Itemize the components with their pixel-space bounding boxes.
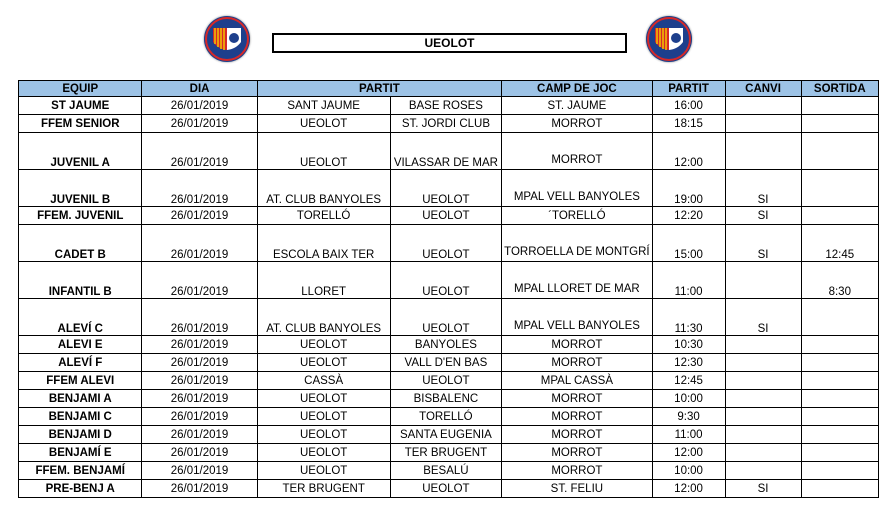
cell-visitant: BASE ROSES bbox=[390, 97, 501, 115]
cell-camp: MORROT bbox=[502, 133, 652, 170]
table-row bbox=[19, 262, 879, 299]
cell-sortida bbox=[801, 207, 878, 225]
table-row bbox=[19, 462, 879, 480]
cell-camp: MPAL VELL BANYOLES bbox=[502, 299, 652, 336]
cell-sortida bbox=[801, 444, 878, 462]
cell-camp: MPAL VELL BANYOLES bbox=[502, 170, 652, 207]
cell-canvi bbox=[725, 462, 801, 480]
cell-sortida bbox=[801, 408, 878, 426]
header-dia: DIA bbox=[142, 81, 257, 97]
cell-hora: 9:30 bbox=[652, 408, 725, 426]
cell-dia: 26/01/2019 bbox=[142, 354, 257, 372]
cell-visitant: VALL D'EN BAS bbox=[390, 354, 501, 372]
cell-canvi bbox=[725, 426, 801, 444]
cell-canvi bbox=[725, 115, 801, 133]
cell-canvi bbox=[725, 354, 801, 372]
cell-camp: MORROT bbox=[502, 444, 652, 462]
table-row bbox=[19, 408, 879, 426]
cell-sortida bbox=[801, 426, 878, 444]
table-row bbox=[19, 97, 879, 115]
cell-dia: 26/01/2019 bbox=[142, 207, 257, 225]
cell-equip: INFANTIL B bbox=[19, 262, 142, 299]
cell-dia: 26/01/2019 bbox=[142, 97, 257, 115]
cell-canvi bbox=[725, 372, 801, 390]
table-row bbox=[19, 354, 879, 372]
cell-equip: BENJAMÍ E bbox=[19, 444, 142, 462]
header-hora: PARTIT bbox=[652, 81, 725, 97]
cell-visitant: UEOLOT bbox=[390, 262, 501, 299]
cell-equip: FFEM SENIOR bbox=[19, 115, 142, 133]
cell-local: UEOLOT bbox=[257, 390, 390, 408]
cell-canvi bbox=[725, 390, 801, 408]
cell-visitant: UEOLOT bbox=[390, 170, 501, 207]
cell-equip: ALEVI E bbox=[19, 336, 142, 354]
cell-hora: 11:00 bbox=[652, 426, 725, 444]
cell-canvi: SI bbox=[725, 170, 801, 207]
cell-visitant: BESALÚ bbox=[390, 462, 501, 480]
cell-sortida bbox=[801, 170, 878, 207]
cell-canvi bbox=[725, 262, 801, 299]
cell-sortida bbox=[801, 133, 878, 170]
cell-hora: 16:00 bbox=[652, 97, 725, 115]
club-crest-icon bbox=[204, 16, 250, 62]
table-row bbox=[19, 115, 879, 133]
cell-visitant: BISBALENC bbox=[390, 390, 501, 408]
cell-equip: BENJAMI A bbox=[19, 390, 142, 408]
header-sortida: SORTIDA bbox=[801, 81, 878, 97]
cell-sortida bbox=[801, 97, 878, 115]
cell-camp: MORROT bbox=[502, 115, 652, 133]
page-title: UEOLOT bbox=[272, 33, 627, 53]
cell-sortida bbox=[801, 336, 878, 354]
cell-visitant: UEOLOT bbox=[390, 207, 501, 225]
cell-hora: 11:00 bbox=[652, 262, 725, 299]
cell-visitant: UEOLOT bbox=[390, 372, 501, 390]
header-camp: CAMP DE JOC bbox=[502, 81, 652, 97]
cell-local: LLORET bbox=[257, 262, 390, 299]
cell-visitant: UEOLOT bbox=[390, 480, 501, 498]
cell-camp: MORROT bbox=[502, 426, 652, 444]
cell-sortida bbox=[801, 354, 878, 372]
cell-visitant: UEOLOT bbox=[390, 299, 501, 336]
cell-canvi bbox=[725, 408, 801, 426]
cell-local: TORELLÓ bbox=[257, 207, 390, 225]
cell-local: UEOLOT bbox=[257, 444, 390, 462]
cell-dia: 26/01/2019 bbox=[142, 408, 257, 426]
cell-camp: MORROT bbox=[502, 408, 652, 426]
club-crest-icon bbox=[646, 16, 692, 62]
header-canvi: CANVI bbox=[725, 81, 801, 97]
cell-equip: BENJAMI D bbox=[19, 426, 142, 444]
cell-visitant: SANTA EUGENIA bbox=[390, 426, 501, 444]
cell-canvi bbox=[725, 97, 801, 115]
cell-sortida bbox=[801, 480, 878, 498]
cell-local: UEOLOT bbox=[257, 133, 390, 170]
table-row bbox=[19, 299, 879, 336]
cell-equip: ST JAUME bbox=[19, 97, 142, 115]
cell-local: AT. CLUB BANYOLES bbox=[257, 170, 390, 207]
cell-local: CASSÀ bbox=[257, 372, 390, 390]
cell-local: UEOLOT bbox=[257, 354, 390, 372]
cell-hora: 12:00 bbox=[652, 133, 725, 170]
cell-local: UEOLOT bbox=[257, 336, 390, 354]
cell-camp: MORROT bbox=[502, 336, 652, 354]
cell-camp: MORROT bbox=[502, 354, 652, 372]
cell-equip: JUVENIL B bbox=[19, 170, 142, 207]
cell-camp: MPAL LLORET DE MAR bbox=[502, 262, 652, 299]
cell-visitant: BANYOLES bbox=[390, 336, 501, 354]
cell-canvi: SI bbox=[725, 480, 801, 498]
cell-visitant: UEOLOT bbox=[390, 225, 501, 262]
cell-hora: 10:00 bbox=[652, 390, 725, 408]
cell-hora: 12:20 bbox=[652, 207, 725, 225]
cell-sortida bbox=[801, 372, 878, 390]
cell-local: UEOLOT bbox=[257, 426, 390, 444]
table-row bbox=[19, 480, 879, 498]
cell-hora: 10:00 bbox=[652, 462, 725, 480]
cell-hora: 10:30 bbox=[652, 336, 725, 354]
cell-hora: 12:45 bbox=[652, 372, 725, 390]
cell-equip: JUVENIL A bbox=[19, 133, 142, 170]
table-row bbox=[19, 426, 879, 444]
table-row bbox=[19, 372, 879, 390]
cell-equip: ALEVÍ C bbox=[19, 299, 142, 336]
table-row bbox=[19, 336, 879, 354]
cell-equip: BENJAMI C bbox=[19, 408, 142, 426]
cell-dia: 26/01/2019 bbox=[142, 336, 257, 354]
cell-local: TER BRUGENT bbox=[257, 480, 390, 498]
table-row bbox=[19, 444, 879, 462]
table-row bbox=[19, 207, 879, 225]
cell-dia: 26/01/2019 bbox=[142, 426, 257, 444]
cell-local: ESCOLA BAIX TER bbox=[257, 225, 390, 262]
table-row bbox=[19, 170, 879, 207]
cell-hora: 19:00 bbox=[652, 170, 725, 207]
cell-visitant: TORELLÓ bbox=[390, 408, 501, 426]
cell-camp: ´TORELLÓ bbox=[502, 207, 652, 225]
cell-camp: TORROELLA DE MONTGRÍ bbox=[502, 225, 652, 262]
fixtures-table bbox=[18, 80, 879, 498]
cell-equip: FFEM. JUVENIL bbox=[19, 207, 142, 225]
cell-sortida bbox=[801, 462, 878, 480]
cell-hora: 12:00 bbox=[652, 480, 725, 498]
cell-hora: 15:00 bbox=[652, 225, 725, 262]
header-partit: PARTIT bbox=[257, 81, 502, 97]
table-row bbox=[19, 225, 879, 262]
cell-equip: FFEM ALEVI bbox=[19, 372, 142, 390]
cell-local: AT. CLUB BANYOLES bbox=[257, 299, 390, 336]
cell-visitant: VILASSAR DE MAR bbox=[390, 133, 501, 170]
cell-canvi bbox=[725, 336, 801, 354]
cell-sortida bbox=[801, 299, 878, 336]
cell-sortida bbox=[801, 390, 878, 408]
cell-sortida: 12:45 bbox=[801, 225, 878, 262]
cell-visitant: TER BRUGENT bbox=[390, 444, 501, 462]
cell-dia: 26/01/2019 bbox=[142, 462, 257, 480]
cell-canvi: SI bbox=[725, 299, 801, 336]
cell-dia: 26/01/2019 bbox=[142, 480, 257, 498]
cell-canvi bbox=[725, 444, 801, 462]
cell-dia: 26/01/2019 bbox=[142, 444, 257, 462]
cell-canvi bbox=[725, 133, 801, 170]
cell-dia: 26/01/2019 bbox=[142, 115, 257, 133]
cell-dia: 26/01/2019 bbox=[142, 299, 257, 336]
cell-dia: 26/01/2019 bbox=[142, 390, 257, 408]
cell-camp: MPAL CASSÀ bbox=[502, 372, 652, 390]
cell-dia: 26/01/2019 bbox=[142, 133, 257, 170]
cell-hora: 18:15 bbox=[652, 115, 725, 133]
cell-dia: 26/01/2019 bbox=[142, 225, 257, 262]
cell-dia: 26/01/2019 bbox=[142, 372, 257, 390]
cell-equip: CADET B bbox=[19, 225, 142, 262]
cell-visitant: ST. JORDI CLUB bbox=[390, 115, 501, 133]
cell-local: SANT JAUME bbox=[257, 97, 390, 115]
table-row bbox=[19, 390, 879, 408]
cell-hora: 12:30 bbox=[652, 354, 725, 372]
cell-local: UEOLOT bbox=[257, 408, 390, 426]
cell-sortida bbox=[801, 115, 878, 133]
cell-equip: FFEM. BENJAMÍ bbox=[19, 462, 142, 480]
cell-camp: MORROT bbox=[502, 462, 652, 480]
cell-dia: 26/01/2019 bbox=[142, 262, 257, 299]
cell-dia: 26/01/2019 bbox=[142, 170, 257, 207]
cell-equip: ALEVÍ F bbox=[19, 354, 142, 372]
table-row bbox=[19, 133, 879, 170]
header-equip: EQUIP bbox=[19, 81, 142, 97]
cell-local: UEOLOT bbox=[257, 462, 390, 480]
cell-camp: ST. JAUME bbox=[502, 97, 652, 115]
table-header-row bbox=[19, 81, 879, 97]
cell-camp: MORROT bbox=[502, 390, 652, 408]
cell-hora: 11:30 bbox=[652, 299, 725, 336]
cell-sortida: 8:30 bbox=[801, 262, 878, 299]
cell-equip: PRE-BENJ A bbox=[19, 480, 142, 498]
cell-camp: ST. FELIU bbox=[502, 480, 652, 498]
cell-hora: 12:00 bbox=[652, 444, 725, 462]
cell-canvi: SI bbox=[725, 225, 801, 262]
cell-canvi: SI bbox=[725, 207, 801, 225]
cell-local: UEOLOT bbox=[257, 115, 390, 133]
